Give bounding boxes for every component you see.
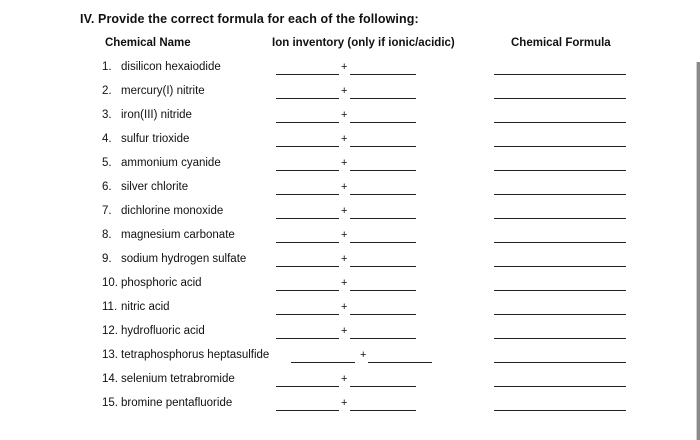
question-number: 11. (102, 301, 118, 313)
anion-blank[interactable] (350, 386, 416, 387)
formula-blank[interactable] (494, 386, 626, 387)
column-header-chemical-formula: Chemical Formula (511, 37, 611, 49)
chemical-name: mercury(I) nitrite (121, 85, 205, 97)
question-number: 4. (102, 133, 112, 145)
cation-blank[interactable] (276, 266, 339, 267)
formula-blank[interactable] (494, 410, 626, 411)
cation-blank[interactable] (276, 242, 339, 243)
question-number: 2. (102, 85, 112, 97)
anion-blank[interactable] (350, 74, 416, 75)
plus-sign: + (341, 205, 348, 217)
cation-blank[interactable] (276, 338, 339, 339)
formula-blank[interactable] (494, 242, 626, 243)
cation-blank[interactable] (276, 170, 339, 171)
plus-sign: + (341, 301, 348, 313)
anion-blank[interactable] (350, 170, 416, 171)
question-number: 1. (102, 61, 112, 73)
question-number: 3. (102, 109, 112, 121)
plus-sign: + (341, 229, 348, 241)
plus-sign: + (341, 181, 348, 193)
anion-blank[interactable] (350, 266, 416, 267)
formula-blank[interactable] (494, 290, 626, 291)
chemical-name: bromine pentafluoride (121, 397, 233, 409)
chemical-name: dichlorine monoxide (121, 205, 224, 217)
chemical-name: sulfur trioxide (121, 133, 190, 145)
chemical-name: sodium hydrogen sulfate (121, 253, 247, 265)
chemical-name: ammonium cyanide (121, 157, 221, 169)
formula-blank[interactable] (494, 218, 626, 219)
question-number: 7. (102, 205, 112, 217)
question-row (0, 85, 700, 105)
anion-blank[interactable] (350, 242, 416, 243)
anion-blank[interactable] (350, 410, 416, 411)
cation-blank[interactable] (276, 314, 339, 315)
plus-sign: + (341, 133, 348, 145)
question-row (0, 373, 700, 393)
plus-sign: + (341, 397, 348, 409)
anion-blank[interactable] (350, 122, 416, 123)
question-row (0, 253, 700, 273)
formula-blank[interactable] (494, 266, 626, 267)
plus-sign: + (341, 253, 348, 265)
chemical-name: disilicon hexaiodide (121, 61, 221, 73)
plus-sign: + (341, 373, 348, 385)
chemical-name: phosphoric acid (121, 277, 202, 289)
question-number: 12. (102, 325, 118, 337)
formula-blank[interactable] (494, 74, 626, 75)
question-number: 13. (102, 349, 118, 361)
question-row (0, 277, 700, 297)
formula-blank[interactable] (494, 98, 626, 99)
cation-blank[interactable] (276, 290, 339, 291)
cation-blank[interactable] (276, 146, 339, 147)
anion-blank[interactable] (350, 218, 416, 219)
chemical-name: iron(III) nitride (121, 109, 192, 121)
cation-blank[interactable] (276, 218, 339, 219)
plus-sign: + (360, 349, 367, 361)
question-number: 5. (102, 157, 112, 169)
formula-blank[interactable] (494, 194, 626, 195)
question-row (0, 133, 700, 153)
question-row (0, 109, 700, 129)
plus-sign: + (341, 109, 348, 121)
column-header-chemical-name: Chemical Name (105, 37, 191, 49)
question-number: 9. (102, 253, 112, 265)
question-row (0, 325, 700, 345)
question-number: 14. (102, 373, 118, 385)
chemical-name: magnesium carbonate (121, 229, 235, 241)
plus-sign: + (341, 61, 348, 73)
question-row (0, 397, 700, 417)
formula-blank[interactable] (494, 146, 626, 147)
question-row (0, 229, 700, 249)
question-number: 10. (102, 277, 118, 289)
plus-sign: + (341, 325, 348, 337)
plus-sign: + (341, 85, 348, 97)
cation-blank[interactable] (276, 98, 339, 99)
anion-blank[interactable] (350, 98, 416, 99)
plus-sign: + (341, 157, 348, 169)
question-row (0, 205, 700, 225)
question-row (0, 349, 700, 369)
cation-blank[interactable] (276, 74, 339, 75)
anion-blank[interactable] (350, 146, 416, 147)
cation-blank[interactable] (291, 362, 355, 363)
cation-blank[interactable] (276, 194, 339, 195)
anion-blank[interactable] (350, 314, 416, 315)
question-row (0, 181, 700, 201)
question-row (0, 61, 700, 81)
chemical-name: nitric acid (121, 301, 170, 313)
chemical-name: tetraphosphorus heptasulfide (121, 349, 270, 361)
question-number: 15. (102, 397, 118, 409)
section-heading: IV. Provide the correct formula for each of the following: (80, 12, 419, 26)
chemical-name: silver chlorite (121, 181, 189, 193)
anion-blank[interactable] (350, 194, 416, 195)
formula-blank[interactable] (494, 122, 626, 123)
question-number: 8. (102, 229, 112, 241)
formula-blank[interactable] (494, 314, 626, 315)
formula-blank[interactable] (494, 362, 626, 363)
cation-blank[interactable] (276, 410, 339, 411)
question-row (0, 301, 700, 321)
cation-blank[interactable] (276, 122, 339, 123)
chemical-name: selenium tetrabromide (121, 373, 235, 385)
cation-blank[interactable] (276, 386, 339, 387)
chemical-name: hydrofluoric acid (121, 325, 205, 337)
anion-blank[interactable] (368, 362, 432, 363)
column-header-ion-inventory: Ion inventory (only if ionic/acidic) (272, 37, 455, 49)
anion-blank[interactable] (350, 290, 416, 291)
plus-sign: + (341, 277, 348, 289)
question-number: 6. (102, 181, 112, 193)
anion-blank[interactable] (350, 338, 416, 339)
formula-blank[interactable] (494, 338, 626, 339)
formula-blank[interactable] (494, 170, 626, 171)
question-row (0, 157, 700, 177)
